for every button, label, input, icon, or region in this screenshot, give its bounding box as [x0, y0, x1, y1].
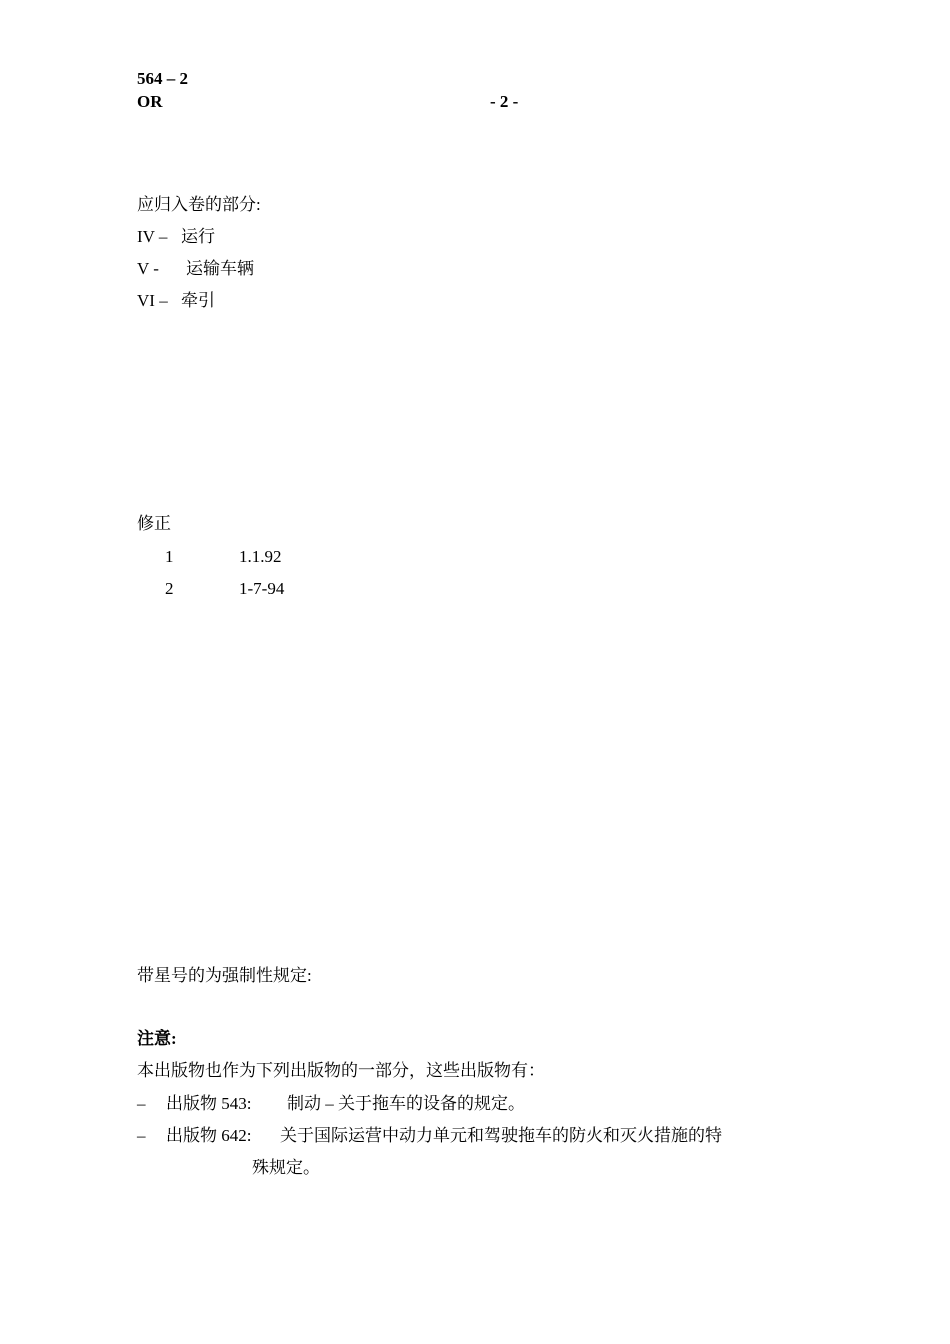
amendments-heading: 修正 [137, 514, 171, 533]
amendment-date: 1-7-94 [239, 579, 285, 598]
note-heading: 注意: [137, 1029, 177, 1048]
amendment-date: 1.1.92 [239, 547, 282, 566]
volume-code: V - [137, 259, 159, 278]
volume-label: 运输车辆 [186, 259, 254, 278]
volume-code: VI – [137, 291, 168, 310]
amendment-number: 2 [165, 579, 174, 598]
doc-number: 564 – 2 [137, 69, 188, 88]
mandatory-note: 带星号的为强制性规定: [137, 966, 312, 985]
publication-ref: 出版物 543: [166, 1094, 252, 1113]
publication-text: 制动 – 关于拖车的设备的规定。 [287, 1094, 525, 1113]
volume-label: 牵引 [181, 291, 215, 310]
list-dash: – [137, 1126, 146, 1145]
volume-code: IV – [137, 227, 168, 246]
volumes-heading: 应归入卷的部分: [137, 195, 261, 214]
volume-label: 运行 [181, 227, 215, 246]
amendment-number: 1 [165, 547, 174, 566]
note-intro: 本出版物也作为下列出版物的一部分，这些出版物有： [137, 1061, 545, 1080]
publication-text-continued: 殊规定。 [252, 1158, 320, 1177]
page-number: - 2 - [490, 92, 519, 111]
doc-status: OR [137, 92, 163, 111]
publication-text: 关于国际运营中动力单元和驾驶拖车的防火和灭火措施的特 [280, 1126, 722, 1145]
publication-ref: 出版物 642: [166, 1126, 252, 1145]
list-dash: – [137, 1094, 146, 1113]
